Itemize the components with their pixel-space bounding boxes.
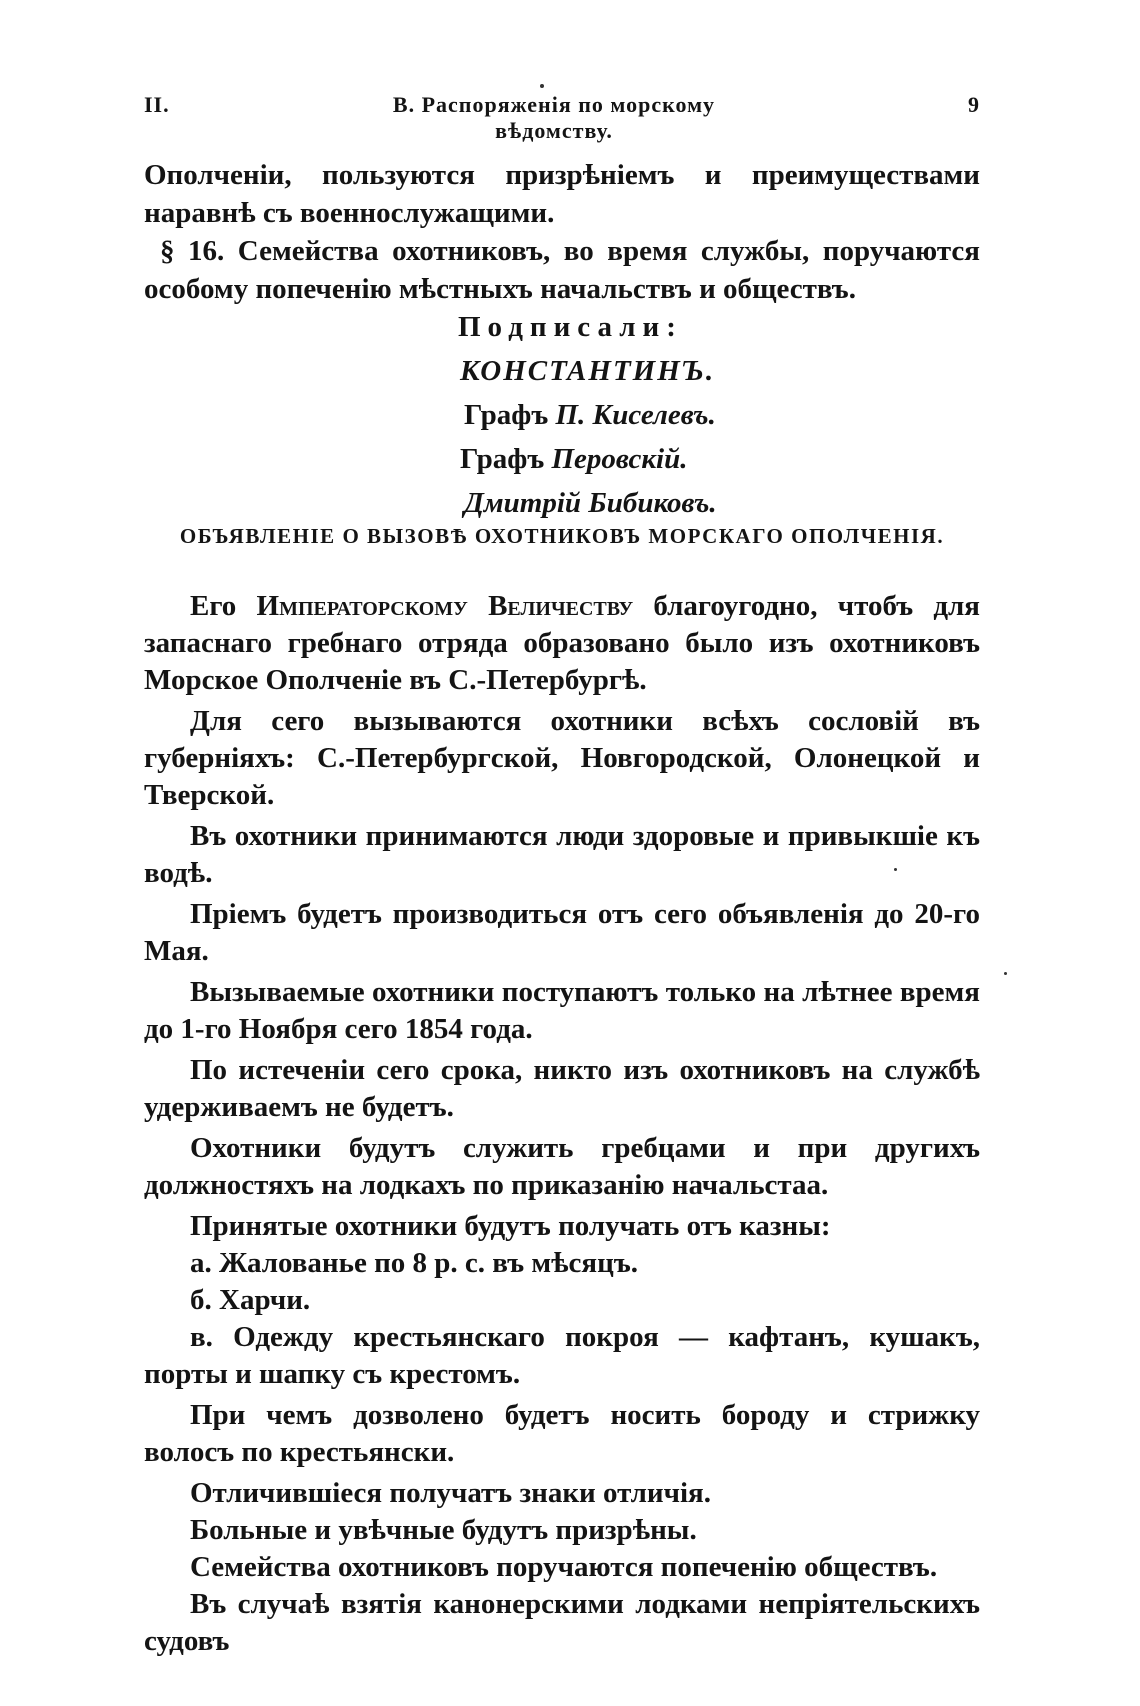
paragraph-continuation: Ополченіи, пользуются призрѣніемъ и преимуществами наравнѣ съ военнослужащими. [144, 159, 980, 229]
paragraph: Пріемъ будетъ производиться отъ сего объявленія до 20-го Мая. [144, 898, 980, 967]
paragraph: Въ охотники принимаются люди здоровые и привыкшіе къ водѣ. [144, 820, 980, 889]
signature-name: Перовскій. [551, 443, 688, 475]
paragraph: Больные и увѣчные будутъ призрѣны. [190, 1514, 697, 1546]
paragraph: По истеченіи сего срока, никто изъ охотниковъ на службѣ удерживаемъ не будетъ. [144, 1054, 980, 1123]
running-title: В. Распоряженія по морскому вѣдомству. [392, 92, 716, 143]
paragraph: Отличившіеся получатъ знаки отличія. [190, 1477, 711, 1509]
list-item: а. Жалованье по 8 р. с. въ мѣсяцъ. [190, 1247, 638, 1279]
imperial-title: Императорскому Величеству [256, 590, 634, 622]
signatures-block [458, 305, 878, 525]
paragraph: Въ случаѣ взятія канонерскими лодками непріятельскихъ судовъ [144, 1588, 980, 1657]
announcement-body [144, 588, 980, 1660]
print-speck [540, 84, 544, 88]
signature-kiselev [464, 393, 878, 437]
signature-perovsky [460, 437, 878, 481]
signatures-label: Подписали: [458, 311, 683, 343]
paragraph: Вызываемые охотники поступаютъ только на лѣтнее время до 1-го Ноября сего 1854 года. [144, 976, 980, 1045]
intro-post: благоугодно, чтобъ для запаснаго гребнаго отряда образовано было изъ охотниковъ Морское Ополченіе въ С.-Петербургѣ. [144, 590, 980, 696]
list-item: в. Одежду крестьянскаго покроя — кафтанъ, кушакъ, порты и шапку съ крестомъ. [144, 1321, 980, 1390]
signature-name: Дмитрій Бибиковъ. [464, 487, 717, 519]
print-speck [1004, 972, 1007, 975]
paragraph: Семейства охотниковъ поручаются попеченію обществъ. [190, 1551, 938, 1583]
signature-title: Графъ [464, 399, 549, 431]
section-number: II. [144, 92, 170, 117]
running-header [144, 92, 980, 143]
paragraph: При чемъ дозволено будетъ носить бороду и стрижку волосъ по крестьянски. [144, 1399, 980, 1468]
print-speck [894, 868, 897, 871]
intro-pre: Его [190, 590, 257, 622]
page-number: 9 [968, 92, 980, 117]
paragraph: Охотники будутъ служить гребцами и при другихъ должностяхъ на лодкахъ по приказанію начальстаа. [144, 1132, 980, 1201]
paragraph-section-16: § 16. Семейства охотниковъ, во время службы, поручаются особому попеченію мѣстныхъ начальствъ и обществъ. [144, 235, 980, 305]
paragraph: Принятые охотники будутъ получать отъ казны: [190, 1210, 831, 1242]
intro-paragraph [144, 588, 980, 699]
signature-bibikov [464, 481, 878, 525]
signature-title: Графъ [460, 443, 545, 475]
signature-name: П. Киселевъ. [555, 399, 716, 431]
announcement-title: ОБЪЯВЛЕНІЕ О ВЫЗОВѢ ОХОТНИКОВЪ МОРСКАГО ОПОЛЧЕНІЯ. [179, 524, 945, 548]
signature-konstantin: КОНСТАНТИНЪ. [460, 355, 716, 387]
continued-decree-text [144, 156, 980, 308]
paragraph: Для сего вызываются охотники всѣхъ сословій въ губерніяхъ: С.-Петербургской, Новгородской, Олонецкой и Тверской. [144, 705, 980, 811]
list-item: б. Харчи. [190, 1284, 311, 1316]
